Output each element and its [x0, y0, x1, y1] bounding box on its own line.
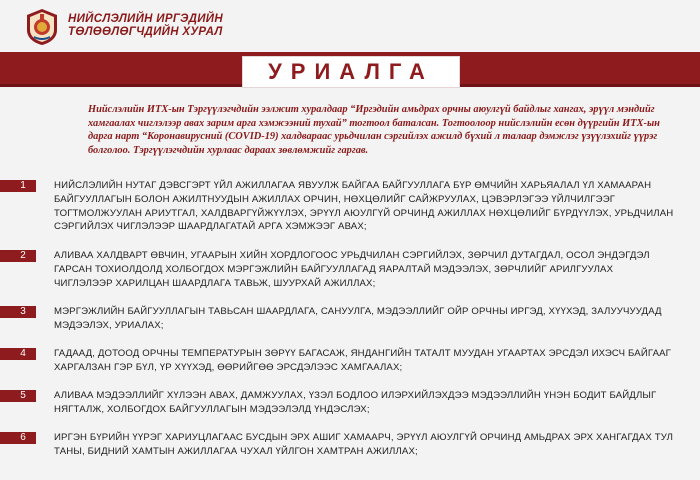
- item-number-badge: [0, 250, 36, 262]
- item-text: ИРГЭН БҮРИЙН ҮҮРЭГ ХАРИУЦЛАГААС БУСДЫН ЭРХ АШИГ ХАМААРЧ, ЭРҮҮЛ АЮУЛГҮЙ ОРЧИНД АМЬДРАХ ЭРХ ХАНГАГДАХ ТУЛ ТАНЫ, БИДНИЙ ХАМТЫН АЖИЛЛАГАА ЧУХАЛ ҮЙЛГОН ХАМТРАН АЖИЛЛАХ;: [54, 432, 674, 457]
- page-title: УРИАЛГА: [268, 59, 434, 84]
- item-number-badge: [0, 306, 36, 318]
- item-number-badge: [0, 348, 36, 360]
- org-name-line2: ТӨЛӨӨЛӨГЧДИЙН ХУРАЛ: [68, 26, 223, 38]
- org-name-line1: НИЙСЛЭЛИЙН ИРГЭДИЙН: [68, 13, 223, 25]
- item-number: 3: [20, 306, 26, 317]
- item-text: НИЙСЛЭЛИЙН НУТАГ ДЭВСГЭРТ ҮЙЛ АЖИЛЛАГАА ЯВУУЛЖ БАЙГАА БАЙГУУЛЛАГА БҮР ӨМЧИЙН ХАРЬЯАЛАЛ ҮЛ ХАМААРАН БАЙГУУЛЛАГЫН БОЛОН АЖИЛТНУУДЫН АЖИЛЛАХ ОРЧИН, НӨХЦӨЛИЙГ САЙЖРУУЛАХ, ЦЭВЭРЛЭГЭЭ ҮЙЛЧИЛГЭЭГ ТОГТМОЛЖУУЛАН АРИУТГАЛ, ХАЛДВАРГҮЙЖҮҮЛЭХ, ЭРҮҮЛ АЮУЛГҮЙ ОРЧИНД АЖИЛЛАХ НӨХЦӨЛИЙГ БҮРДҮҮЛЭХ, УРЬДЧИЛАН СЭРГИЙЛЭХ ЧИГЛЭЛЭЭР ШААРДЛАГАТАЙ АРГА ХЭМЖЭЭГ АВАХ;: [54, 180, 674, 233]
- council-emblem-icon: [24, 8, 60, 46]
- item-number-badge: [0, 180, 36, 192]
- intro-paragraph: Нийслэлийн ИТХ-ын Тэргүүлэгчдийн ээлжит хуралдаар “Иргэдийн амьдрах орчны аюулгүй байдлыг хангах, эрүүл мэндийг хамгаалах чиглэлээр авах зарим арга хэмжээний тухай” тогтоол баталсан. Тогтоолоор нийслэлийн есөн дүүргийн ИТХ-ын дарга нарт “Коронавирусний (COVID-19) халдвараас урьдчилан сэргийлэх ажилд бүхий л талаар дэмжлэг үзүүлэхийг үүрэг болголоо. Тэргүүлэгчдийн хурлаас дараах зөвлөмжийг гаргав.: [88, 104, 660, 156]
- organization-name: [68, 13, 223, 39]
- item-number: 2: [20, 250, 26, 261]
- item-number: 5: [20, 390, 26, 401]
- item-number-badge: [0, 432, 36, 444]
- item-number-badge: [0, 390, 36, 402]
- item-text: МЭРГЭЖЛИЙН БАЙГУУЛЛАГЫН ТАВЬСАН ШААРДЛАГА, САНУУЛГА, МЭДЭЭЛЛИЙГ ОЙР ОРЧНЫ ИРГЭД, ХҮҮХЭД, ЗАЛУУЧУУДАД МЭДЭЭЛЭХ, УРИАЛАХ;: [54, 306, 662, 331]
- item-text: АЛИВАА МЭДЭЭЛЛИЙГ ХҮЛЭЭН АВАХ, ДАМЖУУЛАХ, ҮЗЭЛ БОДЛОО ИЛЭРХИЙЛЭХДЭЭ МЭДЭЭЛЛИЙН ҮНЭН БОДИТ БАЙДЛЫГ НЯГТАЛЖ, ХОЛБОГДОХ БАЙГУУЛЛАГЫН МЭДЭЭЛЭЛД ҮНДЭСЛЭХ;: [54, 390, 657, 415]
- item-number: 4: [20, 348, 26, 359]
- header: [0, 0, 700, 52]
- item-number: 6: [20, 432, 26, 443]
- item-number: 1: [20, 180, 26, 191]
- item-text: АЛИВАА ХАЛДВАРТ ӨВЧИН, УГААРЫН ХИЙН ХОРДЛОГООС УРЬДЧИЛАН СЭРГИЙЛЭХ, ЗӨРЧИЛ ДУТАГДАЛ, ОСОЛ ЭНДЭГДЭЛ ГАРСАН ТОХИОЛДОЛД ХОЛБОГДОХ МЭРГЭЖЛИЙН БАЙГУУЛЛАГАД ЯАРАЛТАЙ МЭДЭЭЛЭХ, ЗӨРЧЛИЙГ АРИЛГУУЛАХ ЧИГЛЭЛЭЭР ХАРИЛЦАН ШААРДЛАГА ТАВЬЖ, ШУУРХАЙ АЖИЛЛАХ;: [54, 250, 650, 289]
- item-text: ГАДААД, ДОТООД ОРЧНЫ ТЕМПЕРАТУРЫН ЗӨРҮҮ БАГАСАЖ, ЯНДАНГИЙН ТАТАЛТ МУУДАН УГААРТАХ ЭРСДЭЛ ИХЭСЧ БАЙГААГ ХАРГАЛЗАН ГЭР БҮЛ, ҮР ХҮҮХЭД, ӨӨРИЙГӨӨ ЭРСДЭЛЭЭС ХАМГААЛАХ;: [54, 348, 672, 373]
